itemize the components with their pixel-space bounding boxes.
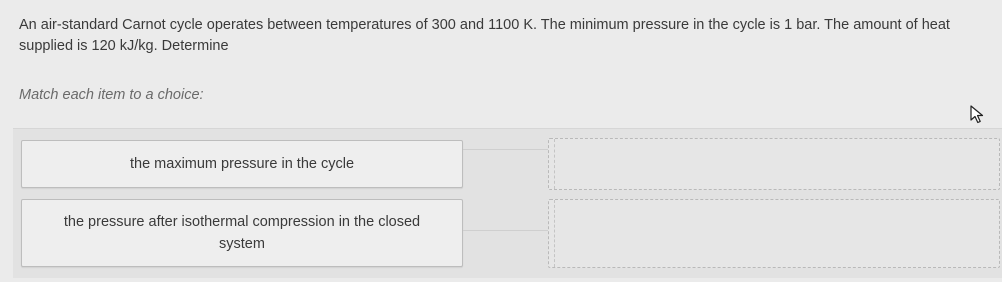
matching-area: [13, 128, 1002, 278]
connector-line: [463, 149, 548, 150]
answer-drop-zone[interactable]: [548, 138, 1000, 190]
question-text: An air-standard Carnot cycle operates between temperatures of 300 and 1100 K. The minimum pressure in the cycle is 1 bar. The amount of heat supplied is 120 kJ/kg. Determine: [19, 17, 950, 54]
connector-line: [463, 230, 548, 231]
drop-zone-handle: [549, 139, 555, 189]
match-item[interactable]: [21, 140, 463, 188]
match-item-label: the maximum pressure in the cycle: [129, 156, 355, 172]
mouse-pointer-icon: [968, 104, 988, 124]
drop-zone-handle: [549, 200, 555, 267]
match-item-label: the pressure after isothermal compression in the closed system: [63, 214, 421, 252]
match-item[interactable]: [21, 199, 463, 267]
answer-drop-zone[interactable]: [548, 199, 1000, 268]
match-instruction: Match each item to a choice:: [19, 87, 204, 103]
